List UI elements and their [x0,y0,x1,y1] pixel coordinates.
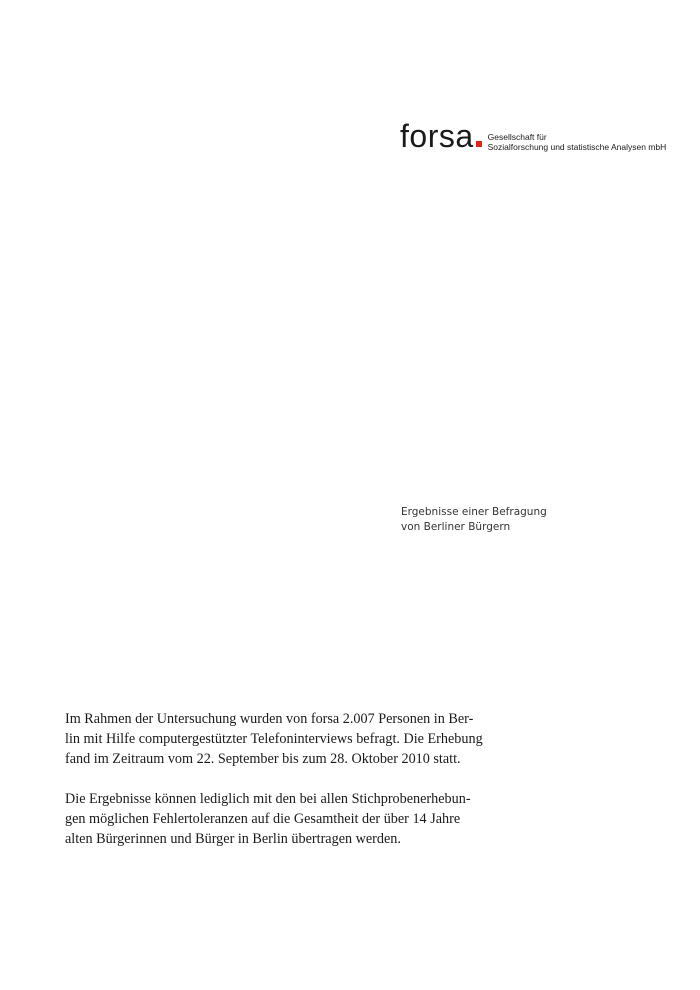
paragraph-line: alten Bürgerinnen und Bürger in Berlin übertragen werden. [65,831,401,847]
subtitle-line: Ergebnisse einer Befragung [401,506,547,518]
body-text [65,709,505,869]
paragraph-line: gen möglichen Fehlertoleranzen auf die Gesamtheit der über 14 Jahre [65,811,461,827]
paragraph-tolerance [65,789,505,849]
logo-red-dot [476,141,482,147]
logo-wordmark-text: forsa [400,118,474,154]
logo-tagline [488,132,667,152]
logo-tagline-line: Gesellschaft für [487,132,547,142]
paragraph-line: Im Rahmen der Untersuchung wurden von forsa 2.007 Personen in Ber- [65,711,474,727]
document-subtitle [401,505,547,535]
paragraph-line: Die Ergebnisse können lediglich mit den bei allen Stichprobenerhebun- [65,791,471,807]
logo-wordmark [400,120,482,152]
logo-tagline-line: Sozialforschung und statistische Analysen mbH [487,142,667,152]
forsa-logo [400,120,666,152]
paragraph-methodology [65,709,505,769]
paragraph-line: fand im Zeitraum vom 22. September bis zum 28. Oktober 2010 statt. [65,751,461,767]
paragraph-line: lin mit Hilfe computergestützter Telefoninterviews befragt. Die Erhebung [65,731,483,747]
subtitle-line: von Berliner Bürgern [401,521,511,533]
